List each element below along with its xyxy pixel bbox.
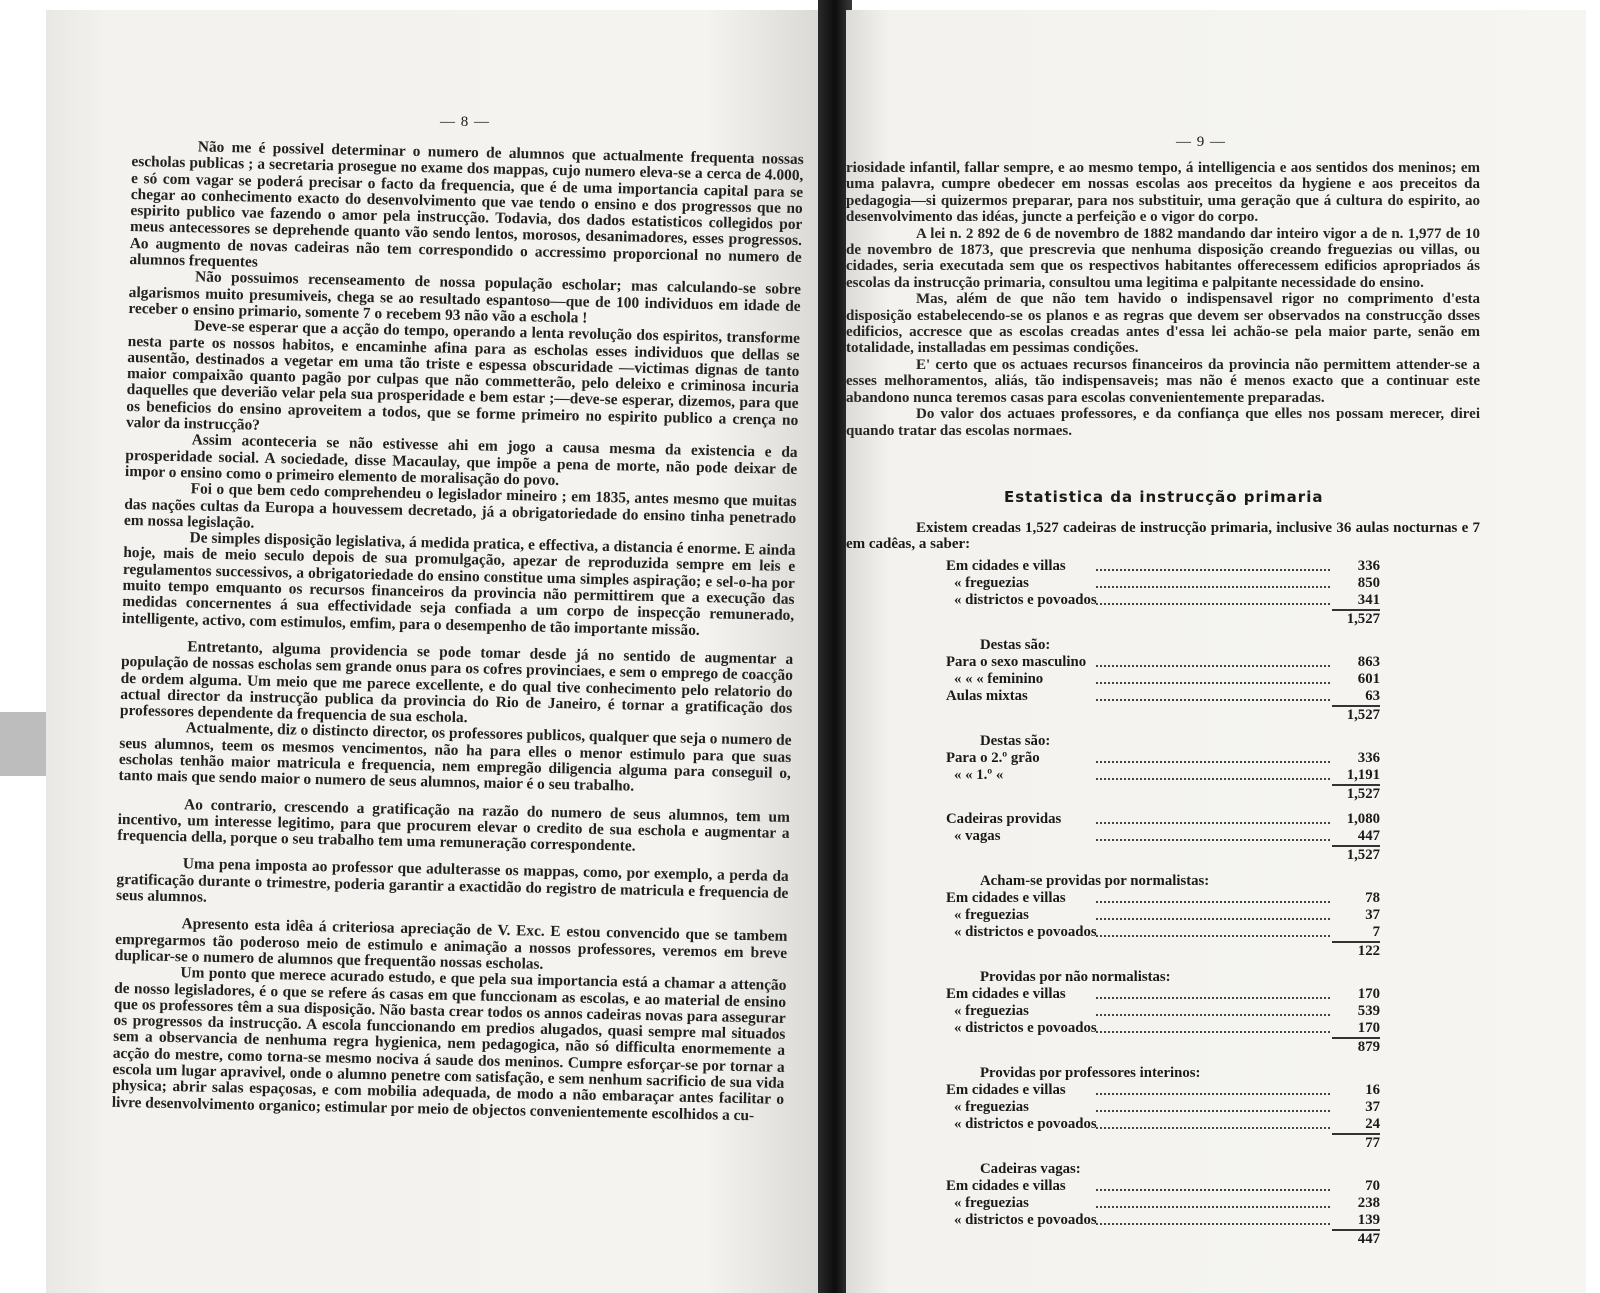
stat-row	[946, 750, 1380, 767]
leader-dots	[1096, 778, 1330, 780]
stat-group-heading: Acham-se providas por normalistas:	[980, 873, 1210, 889]
leader-dots	[1096, 682, 1330, 684]
stat-total: 122	[1332, 941, 1380, 960]
stat-row	[946, 1178, 1380, 1195]
page-number: — 9 —	[1176, 134, 1226, 150]
stat-total: 1,527	[1332, 845, 1380, 864]
leader-dots	[1096, 699, 1330, 701]
leader-dots	[1096, 997, 1330, 999]
paragraph: Deve-se esperar que a acção do tempo, operando a lenta revolução dos espiritos, transforme nesta parte os nossos habitos, e encaminhe afina para as escholas esses individuos que dellas se ausentão, destinados a vegetar em uma tão triste e espessa obscuridade —victimas dignas de tanto maior compaixão quanto pagão por culpas que não commetterão, pelo deleixo e criminosa incuria daquelles que deverião velar pela sua prosperidade e bem estar ;—deve-se esperar, dizemos, para que os beneficios do ensino aproveitem a todos, que se forme primeiro no espirito publico a crença no valor da instrucção?	[125, 317, 801, 434]
stat-row	[946, 654, 1380, 671]
paragraph: Entretanto, alguma providencia se pode tomar desde já no sentido de augmentar a população de nossas escholas sem grande onus para os cofres provinciaes, e sem o emprego de coacção de ordem alguma. Um meio que me parece excellente, e do qual tive conhecimento pelo relatorio do actual director da instrucção publica da provincia do Rio de Janeiro, é tornar a gratificação dos professores dependente da frequencia de sua eschola.	[119, 638, 794, 727]
stat-row	[946, 986, 1380, 1003]
paragraph: Uma pena imposta ao professor que adulterasse os mappas, como, por exemplo, a perda da gratificação durante o trimestre, poderia garantir a exactidão do registro de matricula e frequencia de seus alumnos.	[115, 855, 789, 906]
stat-total: 1,527	[1332, 784, 1380, 803]
leader-dots	[1096, 761, 1330, 763]
right-page	[846, 10, 1586, 1293]
stat-row	[946, 907, 1380, 924]
stat-group-heading: Cadeiras vagas:	[980, 1161, 1081, 1177]
stat-value: 336	[1357, 558, 1380, 574]
stat-label: « freguezias	[954, 575, 1029, 591]
stat-value: 863	[1357, 654, 1380, 670]
stat-value: 447	[1357, 828, 1380, 844]
leader-dots	[1096, 839, 1330, 841]
section-title: Estatistica da instrucção primaria	[1004, 488, 1324, 506]
statistics-table	[946, 558, 1380, 1246]
page-number: — 8 —	[440, 114, 490, 130]
paragraph: Do valor dos actuaes professores, e da confiança que elles nos possam merecer, direi quando tratar das escolas normaes.	[846, 406, 1480, 439]
stat-row	[946, 811, 1380, 828]
stat-row	[946, 1082, 1380, 1099]
leader-dots	[1096, 1014, 1330, 1016]
stat-total: 879	[1332, 1037, 1380, 1056]
stat-group-heading: Destas são:	[980, 637, 1051, 653]
stat-label: « districtos e povoados	[954, 924, 1097, 940]
stat-value: 170	[1357, 1020, 1380, 1036]
leader-dots	[1096, 1223, 1330, 1225]
stat-total-row	[946, 941, 1380, 958]
stat-row	[946, 1020, 1380, 1037]
stat-total-row	[946, 609, 1380, 626]
stat-label: Em cidades e villas	[946, 1178, 1066, 1194]
spacer	[946, 722, 1380, 732]
stat-label: Em cidades e villas	[946, 1082, 1066, 1098]
stat-total-row	[946, 1037, 1380, 1054]
right-page-body	[846, 160, 1480, 439]
stat-label: Cadeiras providas	[946, 811, 1062, 827]
paragraph: Actualmente, diz o distincto director, os professores publicos, qualquer que seja o numero de seus alumnos, teem os mesmos vencimentos, não ha para elles o menor estimulo para que suas escholas tenhão maior matricula e frequencia, nem empregão diligencia alguma para conseguil o, tanto mais que sendo maior o numero de seus alumnos, maior é o seu trabalho.	[118, 719, 792, 795]
stat-label: Em cidades e villas	[946, 890, 1066, 906]
stat-value: 16	[1365, 1082, 1380, 1098]
stat-label: « freguezias	[954, 907, 1029, 923]
stat-group-heading: Providas por professores interinos:	[980, 1065, 1201, 1081]
leader-dots	[1096, 1127, 1330, 1129]
leader-dots	[1096, 603, 1330, 605]
stat-value: 1,080	[1346, 811, 1380, 827]
paragraph: Não possuimos recenseamento de nossa população escholar; mas calculando-se sobre algarismos muito presumiveis, chega se ao resultado espantoso—que de 100 individuos em idade de receber o ensino primario, somente 7 o recebem 93 não vão a eschola !	[128, 268, 802, 327]
leader-dots	[1096, 935, 1330, 937]
left-page	[46, 10, 824, 1293]
stat-value: 78	[1365, 890, 1380, 906]
stat-total: 1,527	[1332, 609, 1380, 628]
stat-label: Em cidades e villas	[946, 986, 1066, 1002]
left-page-body	[112, 138, 804, 1125]
section-intro	[846, 520, 1480, 553]
paragraph: Apresento esta idêa á criteriosa apreciação de V. Exc. E estou convencido que se tambem empregarmos tão poderoso meio de estimulo e animação a nossos professores, veremos em breve duplicar-se o numero de alumnos que frequentão nossas escholas.	[114, 915, 788, 973]
leader-dots	[1096, 665, 1330, 667]
stat-row	[946, 592, 1380, 609]
leader-dots	[1096, 1206, 1330, 1208]
paragraph: Mas, além de que não tem havido o indispensavel rigor no comprimento d'esta disposição estabelecendo-se os planos e as regras que devem ser observados na construcção dsses edificios, accresce que as escolas creadas antes d'essa lei achão-se pela maior parte, senão em totalidade, installadas em pessimas condições.	[846, 291, 1480, 357]
stat-label: « vagas	[954, 828, 1001, 844]
stat-row	[946, 558, 1380, 575]
spacer	[946, 862, 1380, 872]
stat-group-heading: Destas são:	[980, 733, 1051, 749]
stat-group-heading: Providas por não normalistas:	[980, 969, 1171, 985]
stat-total-row	[946, 1229, 1380, 1246]
stat-total: 77	[1332, 1133, 1380, 1152]
stat-label: « districtos e povoados	[954, 1020, 1097, 1036]
paragraph: Ao contrario, crescendo a gratificação na razão do numero de seus alumnos, tem um incentivo, um interesse legitimo, para que procurem elevar o credito de sua eschola e augmentar a frequencia della, porque o seu trabalho tem uma remuneração correspondente.	[117, 795, 791, 855]
leader-dots	[1096, 1031, 1330, 1033]
stat-value: 336	[1357, 750, 1380, 766]
stat-total-row	[946, 845, 1380, 862]
stat-value: 1,191	[1346, 767, 1380, 783]
stat-row	[946, 828, 1380, 845]
stat-row	[946, 1212, 1380, 1229]
stat-value: 37	[1365, 1099, 1380, 1115]
stat-value: 170	[1357, 986, 1380, 1002]
paragraph: Existem creadas 1,527 cadeiras de instrucção primaria, inclusive 36 aulas nocturnas e 7 em cadêas, a saber:	[846, 520, 1480, 553]
stat-value: 341	[1357, 592, 1380, 608]
stat-row	[946, 1116, 1380, 1133]
paragraph: E' certo que os actuaes recursos financeiros da provincia não permittem attender-se a esses melhoramentos, aliás, tão indispensaveis; mas não é menos exacto que a continuar este abandono nunca teremos casas para escolas convenientemente preparadas.	[846, 356, 1480, 406]
stat-label: « « « feminino	[954, 671, 1044, 687]
stat-label: « districtos e povoados	[954, 592, 1097, 608]
leader-dots	[1096, 569, 1330, 571]
stat-total-row	[946, 705, 1380, 722]
stat-label: « freguezias	[954, 1003, 1029, 1019]
paragraph: Foi o que bem cedo comprehendeu o legislador mineiro ; em 1835, antes mesmo que muitas das nações cultas da Europa a houvessem decretado, já a obrigatoriedade do ensino tinha penetrado em nossa legislação.	[123, 480, 797, 532]
stat-value: 70	[1365, 1178, 1380, 1194]
leader-dots	[1096, 901, 1330, 903]
paragraph: A lei n. 2 892 de 6 de novembro de 1882 mandando dar inteiro vigor a de n. 1,977 de 10 de novembro de 1873, que prescrevia que nenhuma disposição creando freguezias ou villas, ou cidades, seria executada sem que os respectivos habitantes offerecessem edificios apropriados ás escolas da instrucção primaria, consultou uma legitima e palpitante necessidade do ensino.	[846, 225, 1480, 291]
leader-dots	[1096, 586, 1330, 588]
stat-row	[946, 924, 1380, 941]
paragraph: De simples disposição legislativa, á medida pratica, e effectiva, a distancia é enorme. E ainda hoje, mais de meio seculo depois de sua promulgação, apezar de reproduzida sempre em leis e regulamentos successivos, a obrigatoriedade do ensino constitue uma simples aspiração; e sel-o-ha por muito tempo emquanto os recursos financeiros da provincia não permittirem que a execução das medidas concernentes á sua effectividade seja confiada a um corpo de inspecção remunerado, intelligente, activo, com estimulos, emfim, para o desempenho de tão importante missão.	[121, 529, 796, 639]
paragraph: Assim aconteceria se não estivesse ahi em jogo a causa mesma da existencia e da prosperidade social. A sociedade, disse Macaulay, que impõe a pena de morte, não pode deixar de impor o ensino como o primeiro elemento de moralisação do povo.	[124, 431, 798, 489]
stat-label: Aulas mixtas	[946, 688, 1028, 704]
spacer	[946, 1150, 1380, 1160]
stat-value: 238	[1357, 1195, 1380, 1211]
stat-value: 7	[1372, 924, 1380, 940]
stat-label: « freguezias	[954, 1099, 1029, 1115]
stat-row	[946, 575, 1380, 592]
stat-label: Para o sexo masculino	[946, 654, 1087, 670]
stat-value: 139	[1357, 1212, 1380, 1228]
stat-row	[946, 1099, 1380, 1116]
stat-total-row	[946, 784, 1380, 801]
stat-row	[946, 890, 1380, 907]
stat-label: « districtos e povoados	[954, 1212, 1097, 1228]
stat-row	[946, 767, 1380, 784]
stat-total: 1,527	[1332, 705, 1380, 724]
stat-total-row	[946, 1133, 1380, 1150]
spacer	[946, 1054, 1380, 1064]
stat-label: « districtos e povoados	[954, 1116, 1097, 1132]
stat-label: Em cidades e villas	[946, 558, 1066, 574]
stat-row	[946, 688, 1380, 705]
stat-value: 37	[1365, 907, 1380, 923]
leader-dots	[1096, 1110, 1330, 1112]
spacer	[946, 958, 1380, 968]
leader-dots	[1096, 1093, 1330, 1095]
stat-value: 850	[1357, 575, 1380, 591]
spacer	[946, 801, 1380, 811]
stat-value: 63	[1365, 688, 1380, 704]
stat-value: 601	[1357, 671, 1380, 687]
stat-label: « « 1.º «	[954, 767, 1004, 783]
leader-dots	[1096, 918, 1330, 920]
stat-row	[946, 1003, 1380, 1020]
leader-dots	[1096, 1189, 1330, 1191]
stat-label: « freguezias	[954, 1195, 1029, 1211]
stat-total: 447	[1332, 1229, 1380, 1248]
paragraph: riosidade infantil, fallar sempre, e ao mesmo tempo, á intelligencia e aos sentidos dos meninos; em uma palavra, cumpre obedecer em nossas escolas aos preceitos da hygiene e aos preceitos da pedagogia—si quizermos preparar, para nos substituir, uma geração que á cultura do espirito, ao desenvolvimento das idéas, juncte a perfeição e o vigor do corpo.	[846, 160, 1480, 226]
paragraph: Não me é possivel determinar o numero de alumnos que actualmente frequenta nossas escholas publicas ; a secretaria prosegue no exame dos mappas, cujo numero eleva-se a cerca de 4.000, e só com vagar se poderá precisar o facto da frequencia, que é de uma importancia capital para se chegar ao conhecimento exacto do desenvolvimento que vae tendo o ensino e dos progressos que no espirito publico vae fazendo o amor pela instrucção. Todavia, dos dados estatisticos collegidos por meus antecessores se deprehende quanto vão sendo lentos, morosos, desanimadores, esses progressos. Ao augmento de novas cadeiras não tem correspondido o accressimo proporcional no numero de alumnos frequentes	[129, 138, 804, 271]
spacer	[946, 626, 1380, 636]
stat-row	[946, 671, 1380, 688]
stat-value: 24	[1365, 1116, 1380, 1132]
stat-label: Para o 2.º grão	[946, 750, 1040, 766]
stat-value: 539	[1357, 1003, 1380, 1019]
leader-dots	[1096, 822, 1330, 824]
stat-row	[946, 1195, 1380, 1212]
paragraph: Um ponto que merece acurado estudo, e que pela sua importancia está a chamar a attenção de nosso legisladores, é o que se refere ás casas em que funccionam as escolas, e ao material de ensino que os professores têm a sua disposição. Não basta crear todos os annos cadeiras novas para assegurar os progressos da instrucção. A escola funccionando em predios alugados, quasi sempre mal situados sem a observancia de nenhuma regra hygienica, nem pedagogica, não só difficulta enormemente a acção do mestre, como torna-se mesmo nociva á saude dos meninos. Cumpre esforçar-se por tornar a escola um lugar apravivel, onde o alumno penetre com satisfação, e sem nenhum sacrificio de sua vida physica; abrir salas espaçosas, e com mobilia adequada, de modo a não embaraçar antes facilitar o livre desenvolvimento organico; estimular por meio de objectos convenientemente escolhidos a cu-	[111, 964, 787, 1124]
